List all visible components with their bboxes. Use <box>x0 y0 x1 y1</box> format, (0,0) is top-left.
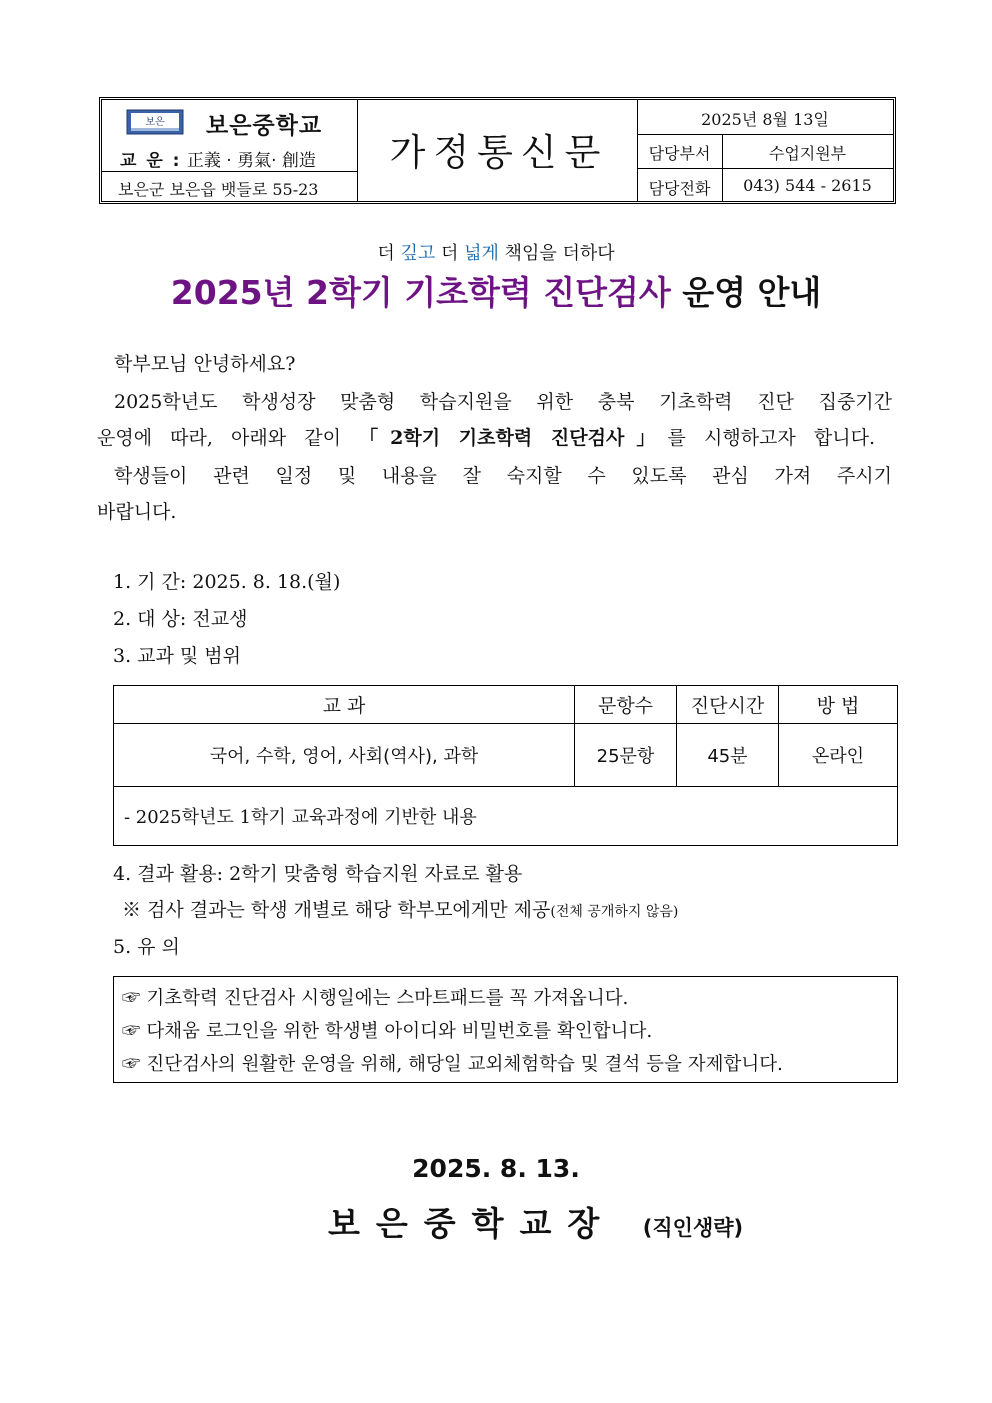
intro-line-4: 바랍니다. <box>97 501 177 523</box>
intro-line-3: 학생들이 관련 일정 및 내용을 잘 숙지할 수 있도록 관심 가져 주시기 <box>114 465 892 487</box>
intro-line-2: 운영에 따라, 아래와 같이 「2학기 기초학력 진단검사」를 시행하고자 합니다. <box>97 427 875 449</box>
col-method: 방 법 <box>779 686 898 724</box>
footer-date: 2025. 8. 13. <box>412 1154 580 1183</box>
caution-item: ☞ 기초학력 진단검사 시행일에는 스마트패드를 꼭 가져옵니다. <box>122 988 629 1009</box>
phone-value: 043) 544 - 2615 <box>743 176 872 195</box>
table-note-row <box>114 787 898 846</box>
slogan: 더 깊고 더 넓게 책임을 더하다 <box>377 243 615 264</box>
phone-label: 담당전화 <box>648 179 711 198</box>
seal-note: (직인생략) <box>642 1216 744 1240</box>
table-row <box>114 724 898 787</box>
school-logo <box>126 109 184 135</box>
cell-questions: 25문항 <box>575 724 677 787</box>
dept-label: 담당부서 <box>648 144 711 163</box>
cell-method: 온라인 <box>779 724 898 787</box>
intro-line-1: 2025학년도 학생성장 맞춤형 학습지원을 위한 충북 기초학력 진단 집중기간 <box>114 391 892 413</box>
cell-note: - 2025학년도 1학기 교육과정에 기반한 내용 <box>114 787 898 846</box>
principal-signature: 보은중학교장 (직인생략) <box>328 1204 744 1243</box>
svg-text:보은: 보은 <box>145 117 165 128</box>
dept-value: 수업지원부 <box>768 144 847 163</box>
caution-item: ☞ 다채움 로그인을 위한 학생별 아이디와 비밀번호를 확인합니다. <box>122 1021 653 1042</box>
col-time: 진단시간 <box>677 686 779 724</box>
main-title: 2025년 2학기 기초학력 진단검사 운영 안내 <box>170 273 822 312</box>
school-name: 보은중학교 <box>206 113 323 139</box>
table-header-row <box>114 686 898 724</box>
result-note: ※ 검사 결과는 학생 개별로 해당 학부모에게만 제공(전체 공개하지 않음) <box>122 899 679 921</box>
item-target: 2. 대 상: 전교생 <box>113 608 248 630</box>
issue-date: 2025년 8월 13일 <box>701 110 829 129</box>
item-subjects: 3. 교과 및 범위 <box>113 645 242 667</box>
caution-item: ☞ 진단검사의 원활한 운영을 위해, 해당일 교외체험학습 및 결석 등을 자제합니다. <box>122 1054 783 1075</box>
greeting: 학부모님 안녕하세요? <box>114 353 296 375</box>
item-result: 4. 결과 활용: 2학기 맞춤형 학습지원 자료로 활용 <box>113 863 523 885</box>
subjects-table <box>113 685 898 846</box>
school-motto: 교 운 : 正義 · 勇氣· 創造 <box>120 151 316 171</box>
caution-box <box>113 976 898 1083</box>
item-period: 1. 기 간: 2025. 8. 18.(월) <box>113 571 341 593</box>
header-box <box>99 97 896 204</box>
col-questions: 문항수 <box>575 686 677 724</box>
newsletter-title: 가정통신문 <box>389 131 609 174</box>
col-subject: 교 과 <box>114 686 575 724</box>
cell-subjects: 국어, 수학, 영어, 사회(역사), 과학 <box>114 724 575 787</box>
item-caution: 5. 유 의 <box>113 936 180 958</box>
cell-time: 45분 <box>677 724 779 787</box>
school-address: 보은군 보은읍 뱃들로 55-23 <box>118 180 319 199</box>
